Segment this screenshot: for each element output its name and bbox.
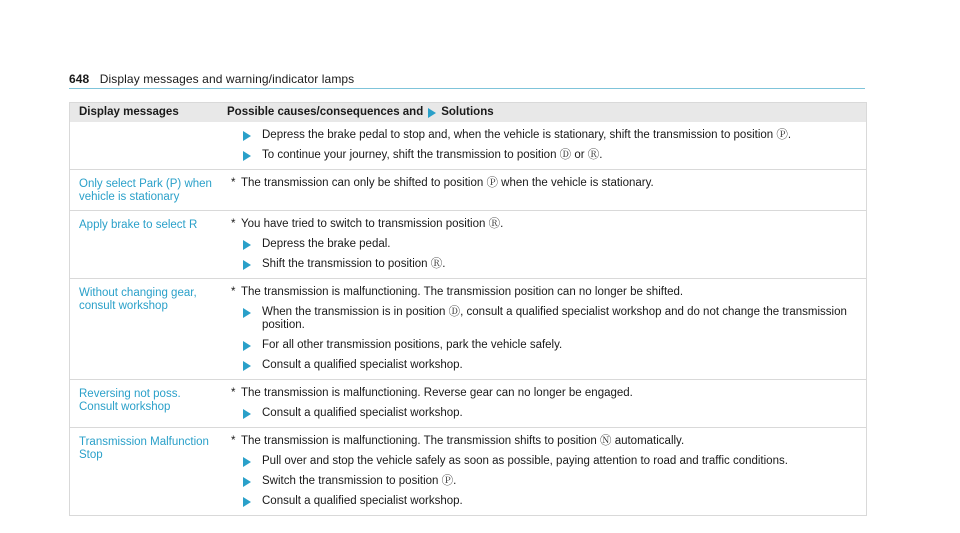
section-title: Display messages and warning/indicator lamps (99, 72, 355, 86)
display-messages-table (69, 102, 867, 516)
cause-text: You have tried to switch to transmission position Ⓡ. (241, 218, 504, 230)
display-message: Only select Park (P) when vehicle is stationary (79, 178, 212, 203)
asterisk-icon: * (231, 435, 236, 447)
step-text: Switch the transmission to position Ⓟ. (262, 475, 457, 487)
causes-solutions-cell (227, 122, 866, 169)
solution-step (231, 306, 858, 332)
step-text: Depress the brake pedal. (262, 238, 391, 250)
display-message: Without changing gear, consult workshop (79, 287, 197, 312)
step-text: When the transmission is in position Ⓓ, consult a qualified specialist workshop and do not change the transmission position. (262, 306, 847, 331)
step-text: Depress the brake pedal to stop and, when the vehicle is stationary, shift the transmission to position Ⓟ. (262, 129, 792, 141)
cause-item (231, 218, 858, 231)
table-row (70, 427, 866, 515)
triangle-right-icon (243, 477, 251, 487)
triangle-right-icon (243, 361, 251, 371)
step-text: Pull over and stop the vehicle safely as soon as possible, paying attention to road and traffic conditions. (262, 455, 788, 467)
cause-text: The transmission is malfunctioning. The transmission position can no longer be shifted. (241, 286, 684, 298)
page-header (69, 72, 354, 86)
causes-solutions-cell (227, 428, 866, 515)
cause-item (231, 435, 858, 448)
cause-item (231, 387, 858, 400)
display-message: Transmission Malfunction Stop (79, 436, 209, 461)
step-text: To continue your journey, shift the transmission to position Ⓓ or Ⓡ. (262, 149, 603, 161)
triangle-right-icon (243, 409, 251, 419)
solution-step (231, 339, 858, 352)
cause-item (231, 177, 858, 190)
asterisk-icon: * (231, 286, 236, 298)
solution-step (231, 258, 858, 271)
column-header-causes (227, 106, 494, 119)
causes-solutions-cell (227, 279, 866, 379)
triangle-right-icon (428, 108, 436, 118)
display-message: Reversing not poss. Consult workshop (79, 388, 181, 413)
causes-solutions-cell (227, 380, 866, 427)
causes-solutions-cell (227, 211, 866, 278)
triangle-right-icon (243, 131, 251, 141)
table-row (70, 169, 866, 210)
display-message (70, 122, 227, 169)
triangle-right-icon (243, 457, 251, 467)
table-header (70, 103, 866, 122)
asterisk-icon: * (231, 218, 236, 230)
solution-step (231, 475, 858, 488)
step-text: Consult a qualified specialist workshop. (262, 359, 463, 371)
asterisk-icon: * (231, 387, 236, 399)
solution-step (231, 495, 858, 508)
triangle-right-icon (243, 497, 251, 507)
causes-header-label: Possible causes/consequences and (227, 106, 424, 118)
table-row (70, 379, 866, 427)
step-text: Shift the transmission to position Ⓡ. (262, 258, 446, 270)
causes-solutions-cell (227, 170, 866, 210)
step-text: Consult a qualified specialist workshop. (262, 495, 463, 507)
triangle-right-icon (243, 308, 251, 318)
cause-text: The transmission is malfunctioning. Reverse gear can no longer be engaged. (241, 387, 633, 399)
column-header-messages: Display messages (79, 106, 179, 118)
header-divider (69, 88, 865, 89)
step-text: For all other transmission positions, park the vehicle safely. (262, 339, 563, 351)
display-message: Apply brake to select R (79, 219, 198, 231)
table-row (70, 210, 866, 278)
table-row (70, 278, 866, 379)
table-body (70, 122, 866, 515)
triangle-right-icon (243, 341, 251, 351)
solutions-header-label: Solutions (441, 106, 494, 118)
triangle-right-icon (243, 240, 251, 250)
step-text: Consult a qualified specialist workshop. (262, 407, 463, 419)
solution-step (231, 238, 858, 251)
asterisk-icon: * (231, 177, 236, 189)
table-row (70, 122, 866, 169)
cause-item (231, 286, 858, 299)
solution-step (231, 359, 858, 372)
page-number: 648 (69, 72, 90, 86)
cause-text: The transmission can only be shifted to position Ⓟ when the vehicle is stationary. (241, 177, 654, 189)
solution-step (231, 129, 858, 142)
solution-step (231, 407, 858, 420)
solution-step (231, 149, 858, 162)
cause-text: The transmission is malfunctioning. The transmission shifts to position Ⓝ automatically. (241, 435, 685, 447)
solution-step (231, 455, 858, 468)
triangle-right-icon (243, 260, 251, 270)
triangle-right-icon (243, 151, 251, 161)
